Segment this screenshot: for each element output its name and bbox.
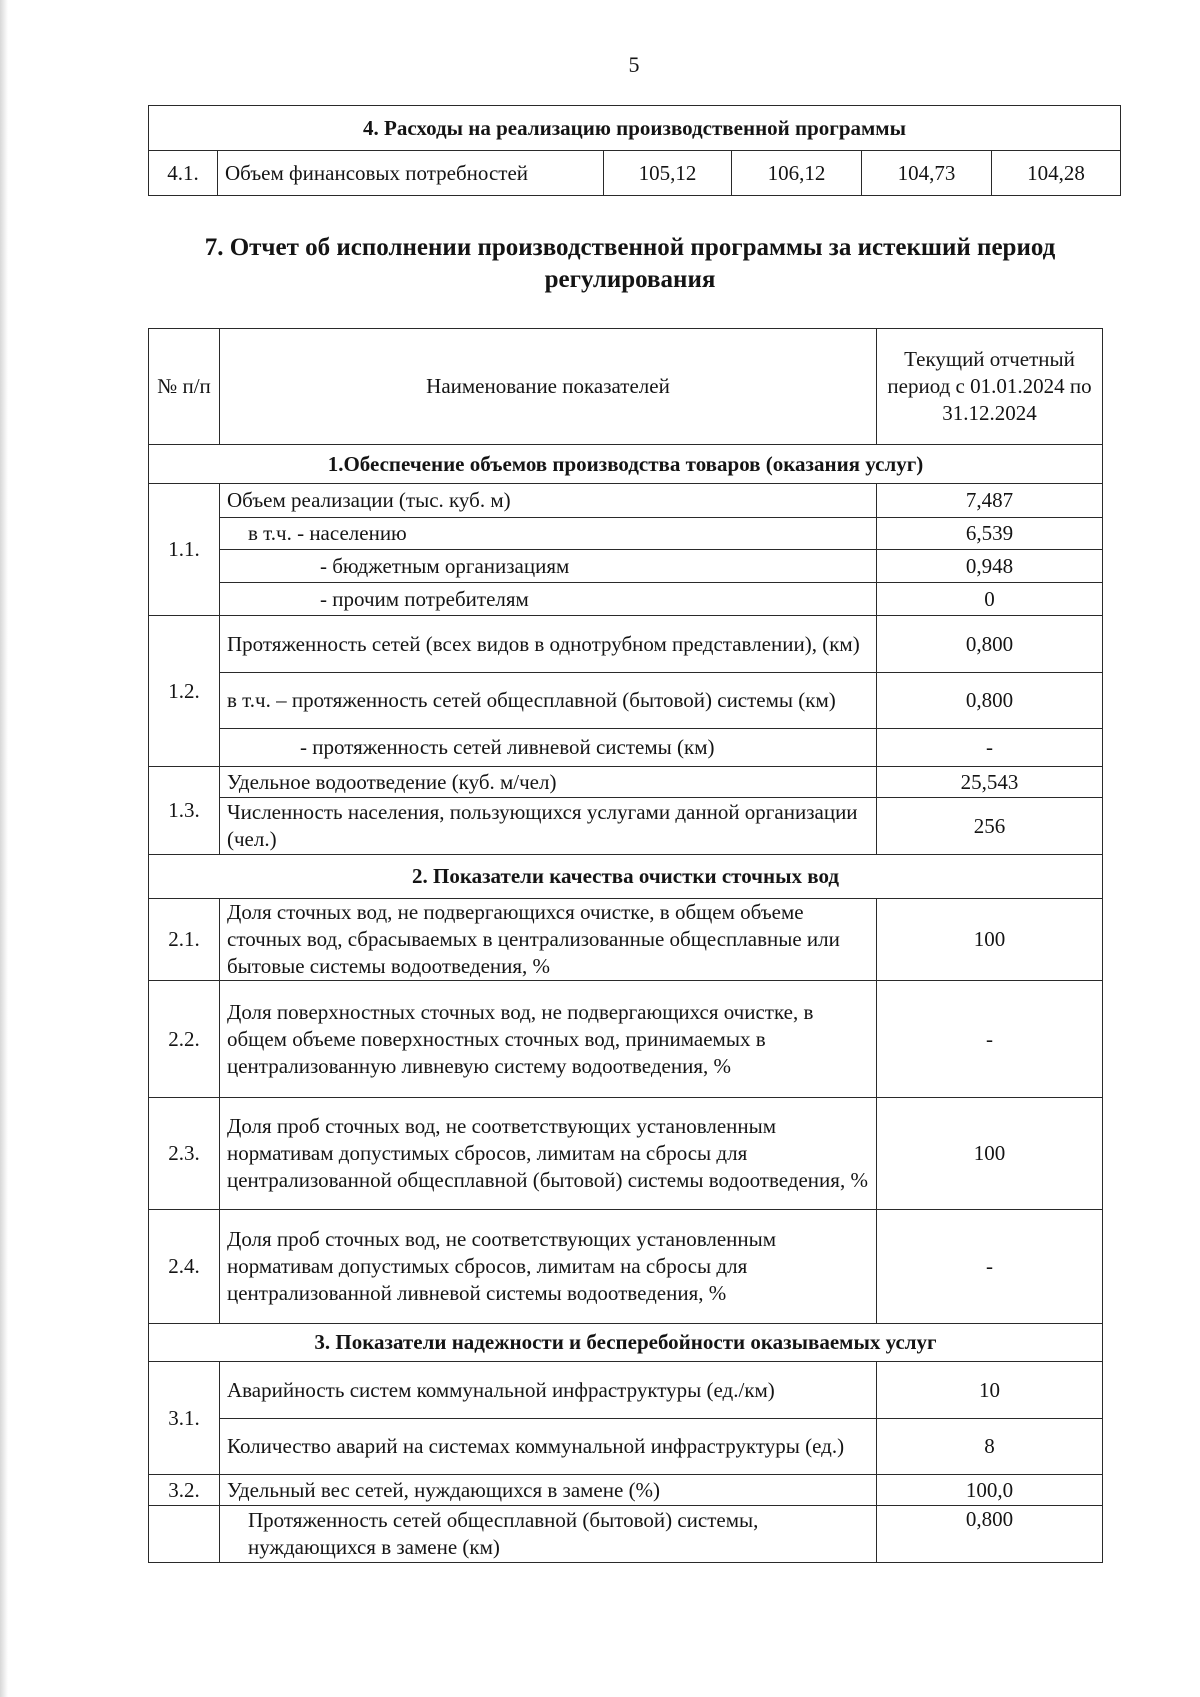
table-row bbox=[149, 151, 1121, 196]
row-name: Доля поверхностных сточных вод, не подвергающихся очистке, в общем объеме поверхностных сточных вод, принимаемых в централизованную ливневую систему водоотведения, % bbox=[220, 981, 877, 1098]
value-cell: 6,539 bbox=[877, 518, 1103, 550]
value-cell: 25,543 bbox=[877, 767, 1103, 798]
table-row bbox=[149, 1419, 1103, 1475]
page-number: 5 bbox=[628, 52, 640, 77]
report-table bbox=[148, 328, 1103, 1563]
value-cell: 0,800 bbox=[877, 673, 1103, 729]
row-number: 4.1. bbox=[149, 151, 218, 196]
row-name: - прочим потребителям bbox=[220, 583, 877, 616]
row-number: 1.1. bbox=[149, 484, 220, 616]
section-title: 2. Показатели качества очистки сточных вод bbox=[149, 855, 1103, 899]
value-cell: - bbox=[877, 1210, 1103, 1324]
value-cell: 104,73 bbox=[862, 151, 992, 196]
value-cell: 256 bbox=[877, 798, 1103, 855]
value-cell: - bbox=[877, 729, 1103, 767]
table-row bbox=[149, 981, 1103, 1098]
row-number-empty bbox=[149, 1506, 220, 1563]
table-row bbox=[149, 729, 1103, 767]
row-number: 1.3. bbox=[149, 767, 220, 855]
row-number: 3.1. bbox=[149, 1362, 220, 1475]
header-name: Наименование показателей bbox=[220, 329, 877, 445]
row-name: Доля проб сточных вод, не соответствующих установленным нормативам допустимых сбросов, лимитам на сбросы для централизованной общесплавной (бытовой) системы водоотведения, % bbox=[220, 1098, 877, 1210]
row-name: Протяженность сетей общесплавной (бытовой) системы, нуждающихся в замене (км) bbox=[220, 1506, 877, 1563]
row-number: 2.1. bbox=[149, 899, 220, 981]
value-cell: - bbox=[877, 981, 1103, 1098]
row-name: Доля проб сточных вод, не соответствующих установленным нормативам допустимых сбросов, лимитам на сбросы для централизованной ливневой системы водоотведения, % bbox=[220, 1210, 877, 1324]
row-number: 1.2. bbox=[149, 616, 220, 767]
value-cell: 10 bbox=[877, 1362, 1103, 1419]
table-row bbox=[149, 798, 1103, 855]
header-row bbox=[149, 329, 1103, 445]
row-name: - бюджетным организациям bbox=[220, 550, 877, 583]
value-cell: 106,12 bbox=[732, 151, 862, 196]
scan-edge-shadow bbox=[0, 0, 8, 1697]
row-name: Численность населения, пользующихся услугами данной организации (чел.) bbox=[220, 798, 877, 855]
row-name: Аварийность систем коммунальной инфраструктуры (ед./км) bbox=[220, 1362, 877, 1419]
row-name: Количество аварий на системах коммунальной инфраструктуры (ед.) bbox=[220, 1419, 877, 1475]
table-row bbox=[149, 484, 1103, 518]
value-cell: 8 bbox=[877, 1419, 1103, 1475]
row-number: 2.3. bbox=[149, 1098, 220, 1210]
value-cell: 105,12 bbox=[604, 151, 732, 196]
table-row bbox=[149, 106, 1121, 151]
section-title: 4. Расходы на реализацию производственной программы bbox=[149, 106, 1121, 151]
value-cell: 104,28 bbox=[992, 151, 1121, 196]
value-cell: 0 bbox=[877, 583, 1103, 616]
table-row bbox=[149, 518, 1103, 550]
row-name: Удельный вес сетей, нуждающихся в замене (%) bbox=[220, 1475, 877, 1506]
table-row bbox=[149, 1475, 1103, 1506]
row-name: Доля сточных вод, не подвергающихся очистке, в общем объеме сточных вод, сбрасываемых в централизованные общесплавные или бытовые системы водоотведения, % bbox=[220, 899, 877, 981]
header-period: Текущий отчетный период с 01.01.2024 по 31.12.2024 bbox=[877, 329, 1103, 445]
row-name: Удельное водоотведение (куб. м/чел) bbox=[220, 767, 877, 798]
table-row bbox=[149, 616, 1103, 673]
section-title: 1.Обеспечение объемов производства товаров (оказания услуг) bbox=[149, 445, 1103, 484]
table-row bbox=[149, 1098, 1103, 1210]
section-title: 3. Показатели надежности и бесперебойности оказываемых услуг bbox=[149, 1324, 1103, 1362]
row-name: Объем финансовых потребностей bbox=[218, 151, 604, 196]
section-row bbox=[149, 1324, 1103, 1362]
value-cell: 100 bbox=[877, 899, 1103, 981]
row-number: 2.2. bbox=[149, 981, 220, 1098]
value-cell: 7,487 bbox=[877, 484, 1103, 518]
row-number: 3.2. bbox=[149, 1475, 220, 1506]
table-row bbox=[149, 899, 1103, 981]
table-row bbox=[149, 767, 1103, 798]
value-cell: 0,948 bbox=[877, 550, 1103, 583]
value-cell: 0,800 bbox=[877, 616, 1103, 673]
table-row bbox=[149, 673, 1103, 729]
table-row bbox=[149, 1210, 1103, 1324]
value-cell: 100 bbox=[877, 1098, 1103, 1210]
table-row bbox=[149, 583, 1103, 616]
report-heading: 7. Отчет об исполнении производственной программы за истекший период регулирования bbox=[204, 234, 1056, 293]
row-name: в т.ч. – протяженность сетей общесплавной (бытовой) системы (км) bbox=[220, 673, 877, 729]
row-name: в т.ч. - населению bbox=[220, 518, 877, 550]
table-row bbox=[149, 1362, 1103, 1419]
table-row bbox=[149, 550, 1103, 583]
row-name: - протяженность сетей ливневой системы (км) bbox=[220, 729, 877, 767]
header-number: № п/п bbox=[149, 329, 220, 445]
table-row bbox=[149, 1506, 1103, 1563]
section-row bbox=[149, 855, 1103, 899]
section-row bbox=[149, 445, 1103, 484]
row-name: Объем реализации (тыс. куб. м) bbox=[220, 484, 877, 518]
row-number: 2.4. bbox=[149, 1210, 220, 1324]
value-cell: 0,800 bbox=[877, 1506, 1103, 1563]
value-cell: 100,0 bbox=[877, 1475, 1103, 1506]
row-name: Протяженность сетей (всех видов в однотрубном представлении), (км) bbox=[220, 616, 877, 673]
expenses-table bbox=[148, 105, 1121, 196]
